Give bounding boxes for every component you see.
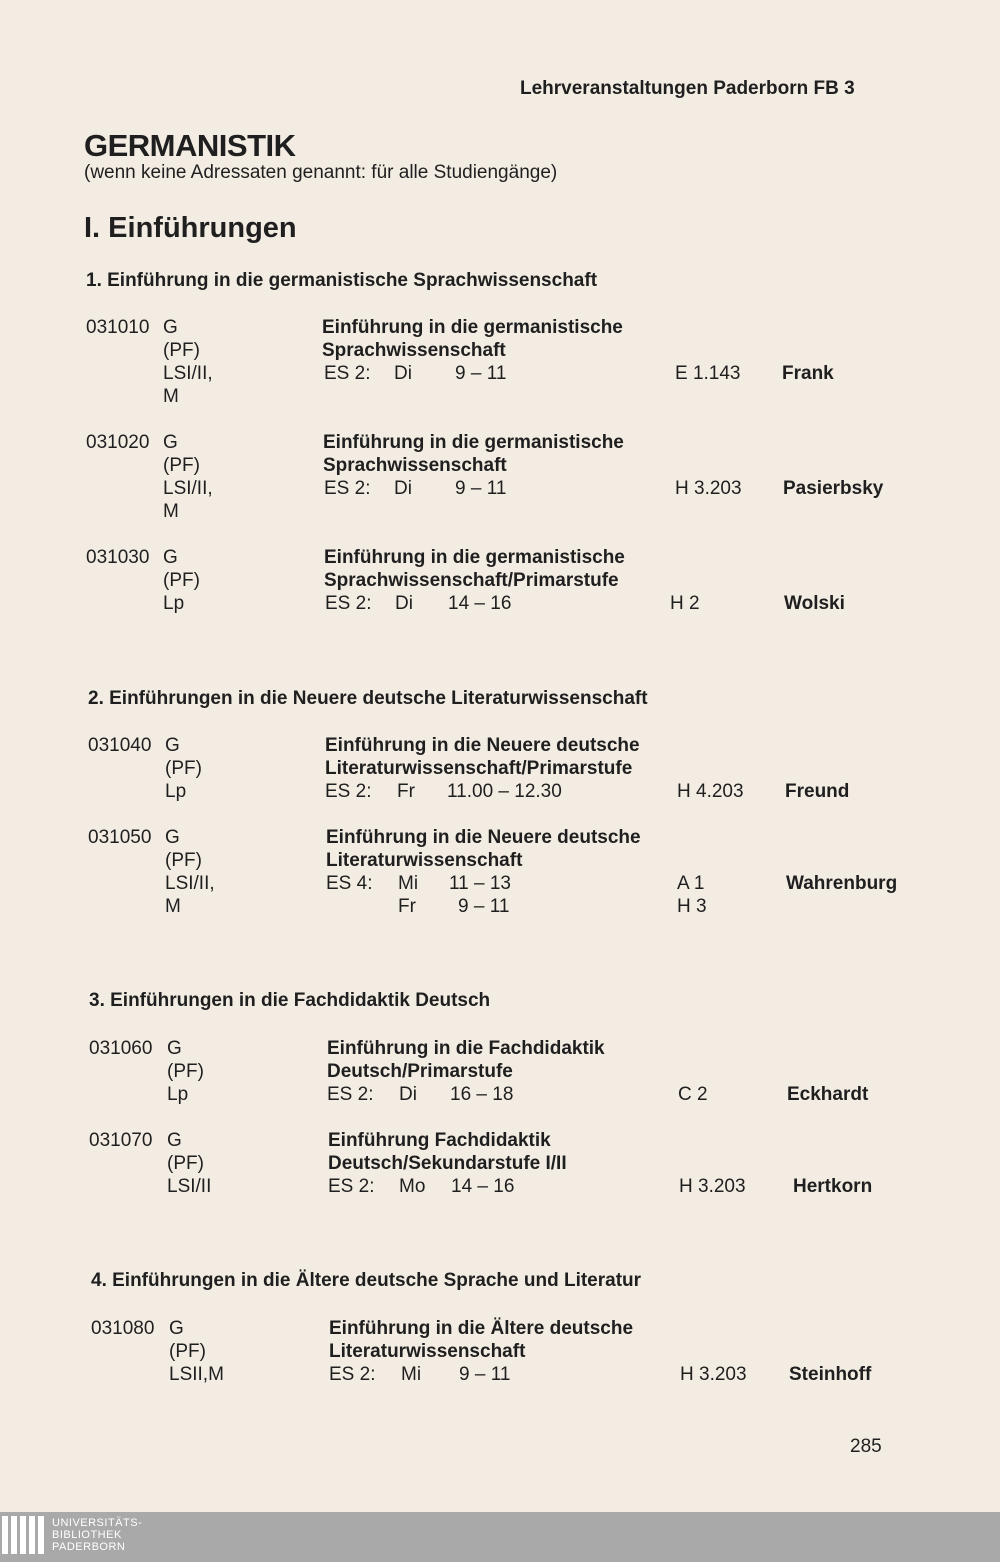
course-day: Di	[394, 363, 412, 384]
course-code: 031070	[89, 1130, 153, 1151]
group-heading: 2. Einführungen in die Neuere deutsche Literaturwissenschaft	[88, 688, 648, 709]
course-title: Einführung in die Fachdidaktik	[327, 1038, 605, 1059]
course-audience: Lp	[163, 593, 185, 614]
course-title: Einführung in die Neuere deutsche	[325, 735, 640, 756]
course-code: 031010	[86, 317, 150, 338]
course-time: 9 – 11	[459, 1364, 511, 1385]
course-audience-2: M	[165, 896, 181, 917]
course-room: H 4.203	[677, 781, 744, 802]
course-pf: (PF)	[167, 1153, 204, 1174]
course-hours: ES 2:	[327, 1084, 374, 1105]
course-pf: (PF)	[165, 758, 202, 779]
course-day: Fr	[397, 781, 415, 802]
library-name-line: PADERBORN	[52, 1541, 126, 1553]
page-number: 285	[850, 1436, 882, 1457]
course-hours: ES 2:	[325, 593, 372, 614]
course-hours: ES 2:	[324, 478, 371, 499]
course-lecturer: Pasierbsky	[783, 478, 884, 499]
course-type: G	[163, 317, 178, 338]
course-day: Di	[395, 593, 413, 614]
course-type: G	[167, 1038, 182, 1059]
course-title-2: Deutsch/Primarstufe	[327, 1061, 513, 1082]
course-lecturer: Wahrenburg	[786, 873, 898, 894]
course-day: Mi	[401, 1364, 422, 1385]
course-day: Di	[399, 1084, 417, 1105]
course-pf: (PF)	[167, 1061, 204, 1082]
course-title: Einführung Fachdidaktik	[328, 1130, 551, 1151]
course-audience: LSI/II,	[163, 363, 213, 384]
course-time: 16 – 18	[450, 1084, 514, 1105]
course-code: 031040	[88, 735, 152, 756]
course-time: 9 – 11	[455, 363, 507, 384]
course-day: Mi	[398, 873, 419, 894]
course-title-2: Literaturwissenschaft	[329, 1341, 526, 1362]
course-type: G	[165, 827, 180, 848]
course-room-2: H 3	[677, 896, 707, 917]
course-hours: ES 2:	[329, 1364, 376, 1385]
running-head: Lehrveranstaltungen Paderborn FB 3	[520, 78, 855, 99]
course-day-2: Fr	[398, 896, 416, 917]
course-hours: ES 4:	[326, 873, 373, 894]
course-time: 11 – 13	[449, 873, 511, 894]
course-room: E 1.143	[675, 363, 741, 384]
course-audience: LSI/II,	[163, 478, 213, 499]
course-code: 031050	[88, 827, 152, 848]
course-code: 031030	[86, 547, 150, 568]
course-lecturer: Wolski	[784, 593, 845, 614]
course-title-2: Deutsch/Sekundarstufe I/II	[328, 1153, 567, 1174]
course-type: G	[165, 735, 180, 756]
course-lecturer: Steinhoff	[789, 1364, 872, 1385]
course-time: 14 – 16	[448, 593, 512, 614]
course-hours: ES 2:	[324, 363, 371, 384]
course-room: C 2	[678, 1084, 708, 1105]
course-title: Einführung in die germanistische	[322, 317, 623, 338]
course-hours: ES 2:	[325, 781, 372, 802]
course-title: Einführung in die Ältere deutsche	[329, 1318, 634, 1339]
course-title-2: Literaturwissenschaft	[326, 850, 523, 871]
course-day: Di	[394, 478, 412, 499]
course-audience: Lp	[165, 781, 187, 802]
group-heading: 3. Einführungen in die Fachdidaktik Deutsch	[89, 990, 491, 1011]
course-pf: (PF)	[163, 340, 200, 361]
course-title: Einführung in die germanistische	[323, 432, 624, 453]
course-pf: (PF)	[163, 455, 200, 476]
course-type: G	[163, 432, 178, 453]
course-audience: Lp	[167, 1084, 189, 1105]
group-heading: 1. Einführung in die germanistische Sprachwissenschaft	[86, 270, 598, 291]
course-time: 14 – 16	[451, 1176, 515, 1197]
library-name	[52, 1517, 142, 1553]
course-pf: (PF)	[169, 1341, 206, 1362]
course-pf: (PF)	[165, 850, 202, 871]
course-time-2: 9 – 11	[458, 896, 510, 917]
course-audience: LSI/II	[167, 1176, 212, 1197]
course-audience-2: M	[163, 501, 179, 522]
course-title: Einführung in die Neuere deutsche	[326, 827, 641, 848]
course-audience: LSII,M	[169, 1364, 224, 1385]
course-hours: ES 2:	[328, 1176, 375, 1197]
section-title: I. Einführungen	[84, 212, 297, 244]
page-subtitle: (wenn keine Adressaten genannt: für alle Studiengänge)	[84, 162, 558, 183]
course-lecturer: Hertkorn	[793, 1176, 873, 1197]
course-code: 031060	[89, 1038, 153, 1059]
course-type: G	[167, 1130, 182, 1151]
course-day: Mo	[399, 1176, 426, 1197]
course-room: H 3.203	[675, 478, 742, 499]
course-lecturer: Eckhardt	[787, 1084, 869, 1105]
course-code: 031080	[91, 1318, 155, 1339]
library-logo-icon	[0, 1516, 48, 1558]
course-audience: LSI/II,	[165, 873, 215, 894]
course-room: H 3.203	[679, 1176, 746, 1197]
course-title-2: Literaturwissenschaft/Primarstufe	[325, 758, 633, 779]
course-code: 031020	[86, 432, 150, 453]
course-type: G	[169, 1318, 184, 1339]
course-time: 11.00 – 12.30	[447, 781, 562, 802]
course-pf: (PF)	[163, 570, 200, 591]
course-title-2: Sprachwissenschaft/Primarstufe	[324, 570, 619, 591]
group-heading: 4. Einführungen in die Ältere deutsche Sprache und Literatur	[91, 1270, 642, 1291]
course-title-2: Sprachwissenschaft	[322, 340, 506, 361]
library-footer	[0, 1512, 1000, 1562]
course-lecturer: Freund	[785, 781, 850, 802]
course-audience-2: M	[163, 386, 179, 407]
course-time: 9 – 11	[455, 478, 507, 499]
library-name-line: UNIVERSITÄTS-	[52, 1517, 143, 1529]
course-lecturer: Frank	[782, 363, 834, 384]
course-room: A 1	[677, 873, 705, 894]
course-type: G	[163, 547, 178, 568]
course-title: Einführung in die germanistische	[324, 547, 625, 568]
course-title-2: Sprachwissenschaft	[323, 455, 507, 476]
course-room: H 3.203	[680, 1364, 747, 1385]
library-name-line: BIBLIOTHEK	[52, 1529, 122, 1541]
course-room: H 2	[670, 593, 700, 614]
page-title: GERMANISTIK	[84, 128, 296, 163]
